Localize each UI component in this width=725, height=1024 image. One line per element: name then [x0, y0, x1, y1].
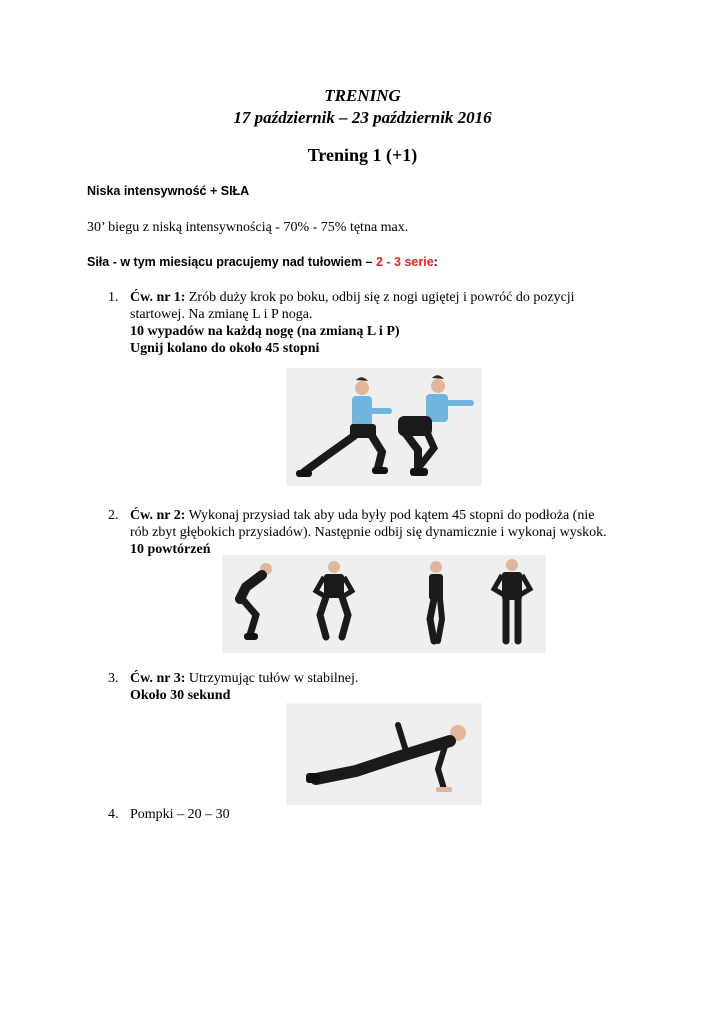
strength-sets: 2 - 3 serie [375, 255, 434, 269]
exercise-desc-cont: startowej. Na zmianę L i P noga. [130, 307, 313, 322]
exercise-2 [130, 507, 650, 558]
section-title: Trening 1 (+1) [307, 145, 418, 165]
date-range: 17 październik – 23 październik 2016 [233, 108, 492, 127]
list-number: 3. [108, 671, 119, 686]
exercise-2-photo [222, 555, 546, 653]
exercise-3 [130, 670, 650, 704]
strength-colon: : [433, 255, 438, 269]
list-number: 4. [108, 807, 119, 822]
exercise-4: Pompki – 20 – 30 [130, 807, 230, 822]
exercise-name: Ćw. nr 1: [130, 290, 186, 305]
exercise-duration: Około 30 sekund [130, 688, 231, 703]
exercise-1-photo [286, 368, 482, 486]
exercise-name: Ćw. nr 3: [130, 671, 186, 686]
list-number: 2. [108, 508, 119, 523]
exercise-note: Ugnij kolano do około 45 stopni [130, 341, 320, 356]
run-instruction: 30’ biegu z niską intensywnością - 70% - 75% tętna max. [87, 220, 409, 235]
strength-lead: Siła - w tym miesiącu pracujemy nad tułowiem – [87, 255, 376, 269]
document-title: TRENING [324, 86, 401, 105]
exercise-reps: 10 powtórzeń [130, 542, 211, 557]
exercise-desc: Zrób duży krok po boku, odbij się z nogi ugiętej i powróć do pozycji [185, 290, 575, 305]
exercise-desc: Utrzymując tułów w stabilnej. [185, 671, 359, 686]
exercise-reps: 10 wypadów na każdą nogę (na zmianą L i P) [130, 324, 400, 339]
intensity-heading: Niska intensywność + SIŁA [87, 184, 250, 198]
list-number: 1. [108, 290, 119, 305]
exercise-name: Ćw. nr 2: [130, 508, 186, 523]
strength-line [87, 255, 438, 269]
exercise-3-photo [286, 703, 482, 805]
exercise-desc-cont: rób zbyt głębokich przysiadów). Następnie odbij się dynamicznie i wykonaj wyskok. [130, 525, 607, 540]
exercise-desc: Wykonaj przysiad tak aby uda były pod kątem 45 stopni do podłoża (nie [185, 508, 595, 523]
exercise-1 [130, 289, 650, 357]
